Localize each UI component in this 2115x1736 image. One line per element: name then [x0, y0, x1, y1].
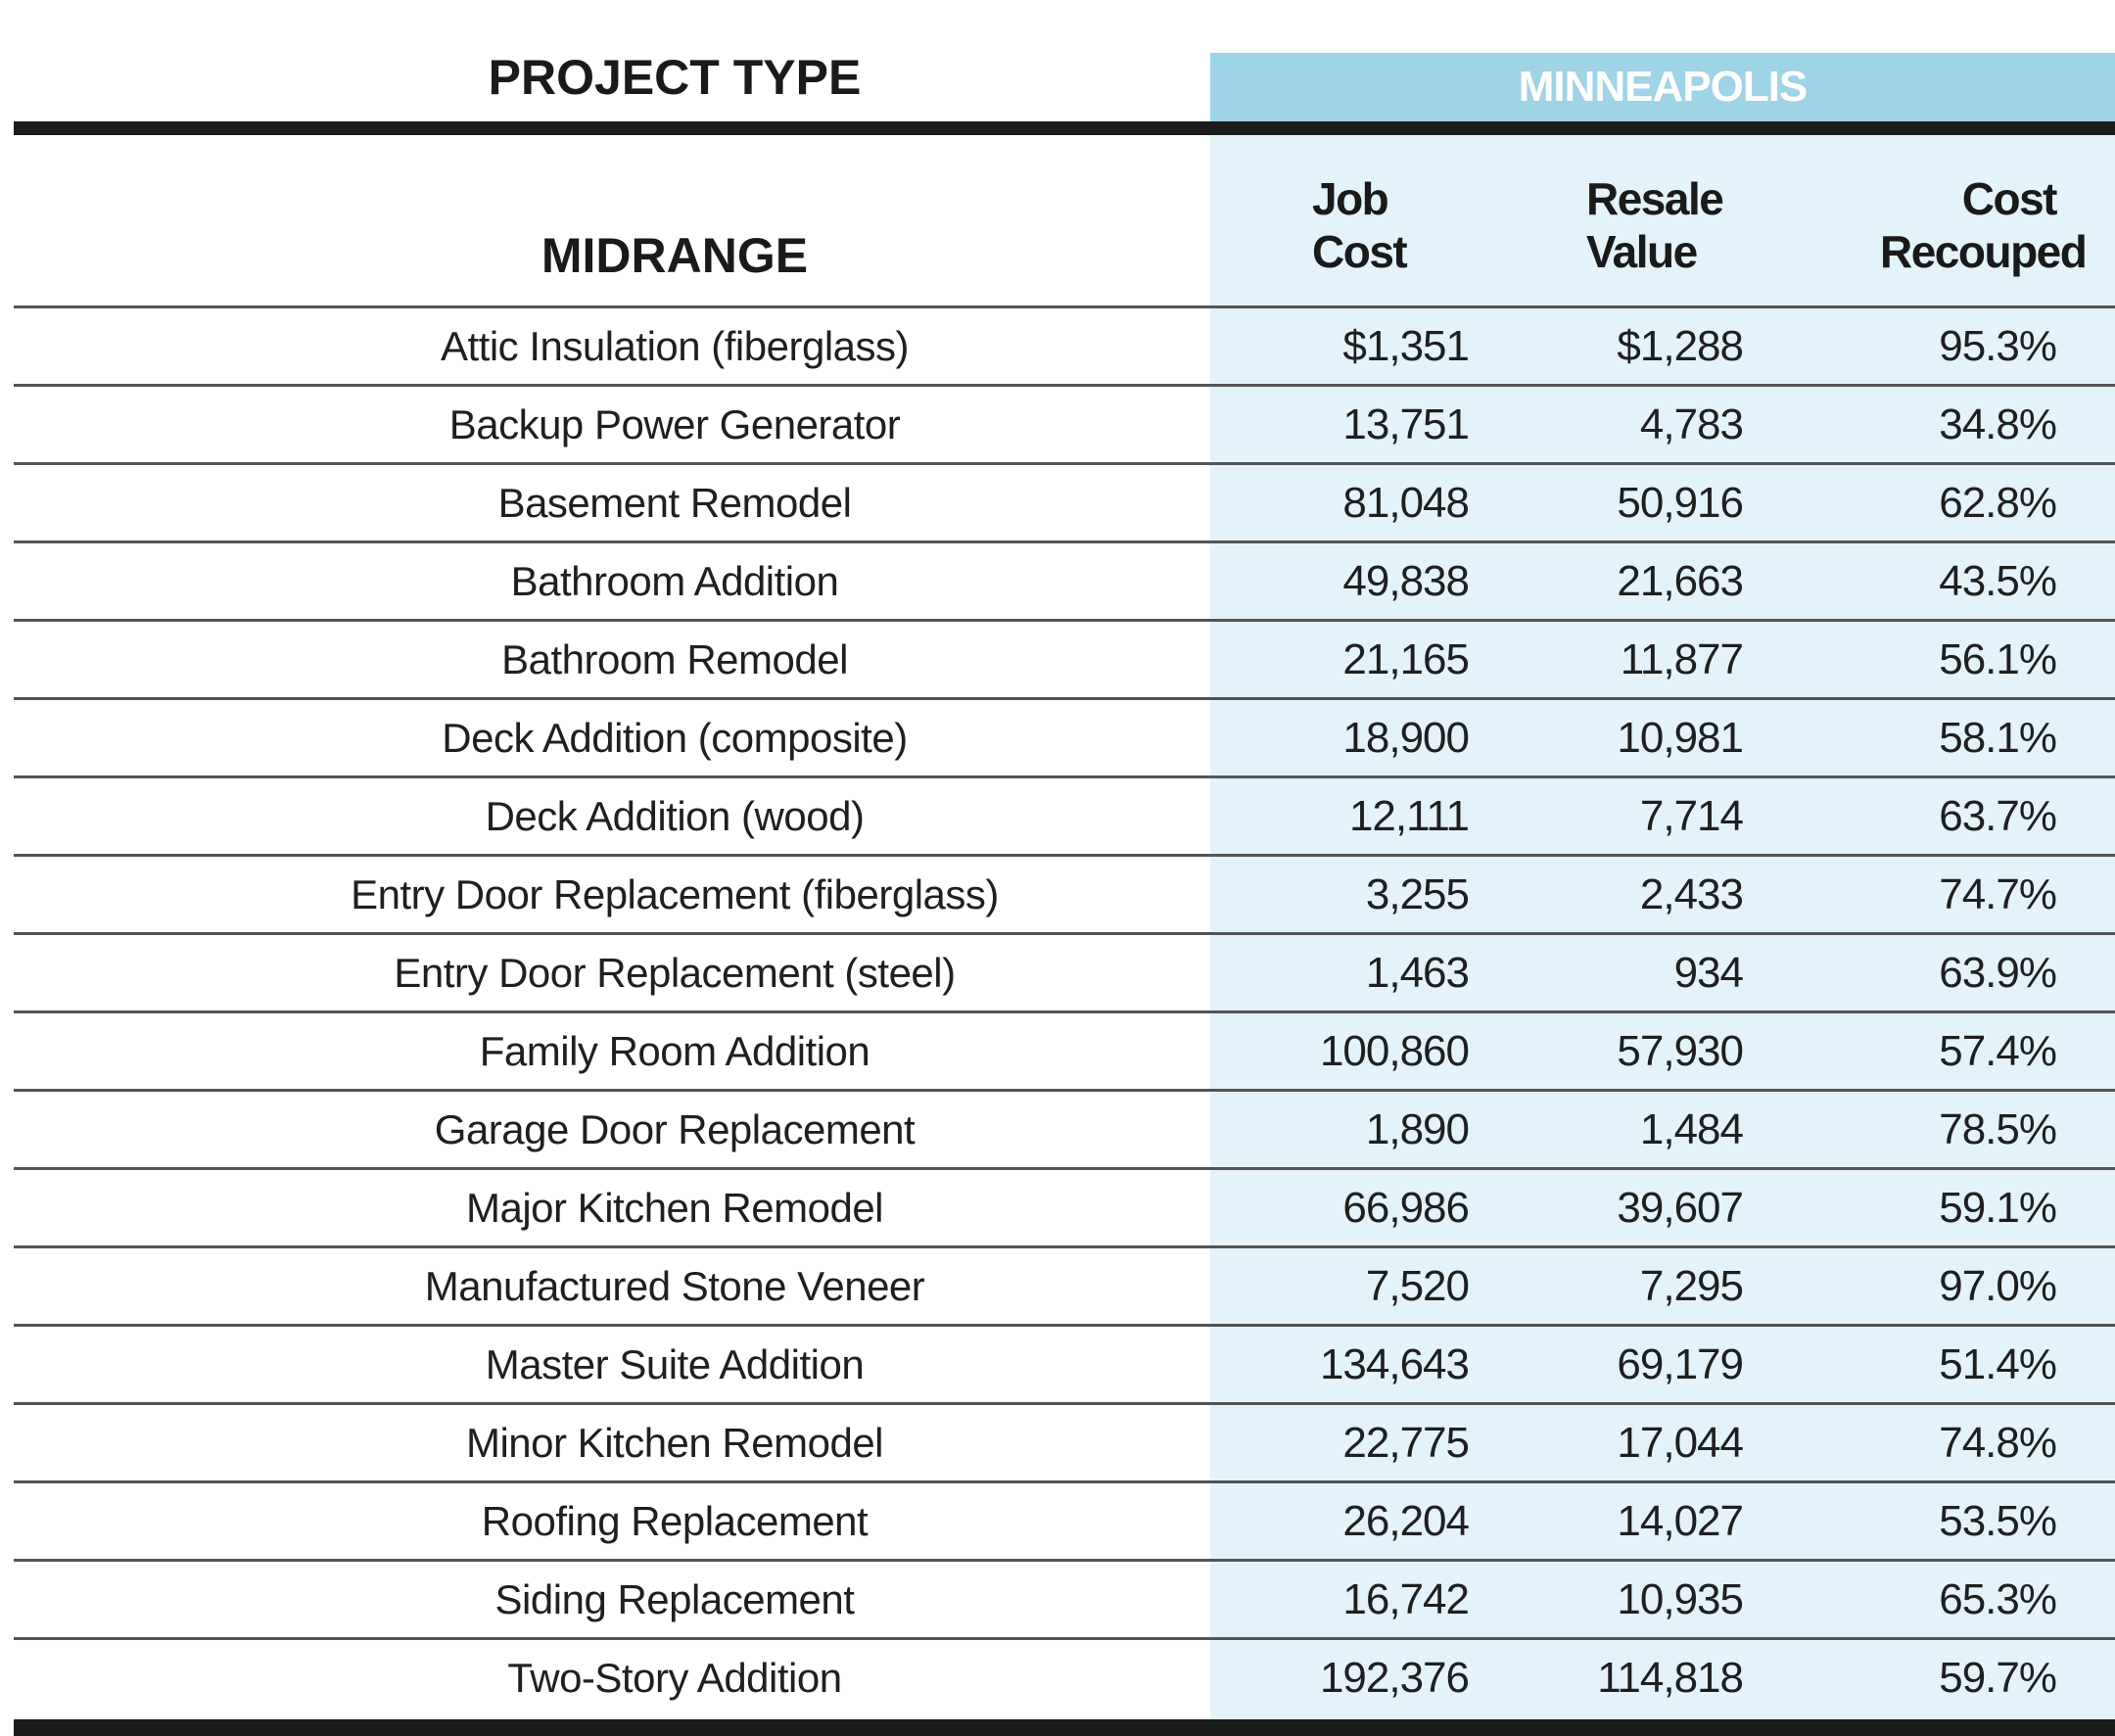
category-label: MIDRANGE — [540, 228, 809, 283]
job-cost-cell: 3,255 — [1365, 870, 1469, 918]
job-cost-cell: 26,204 — [1342, 1497, 1469, 1545]
resale-value-cell: 14,027 — [1617, 1497, 1743, 1545]
resale-value-cell: 2,433 — [1639, 870, 1743, 918]
cost-recouped-cell: 74.7% — [1939, 870, 2056, 918]
cost-recouped-cell: 78.5% — [1939, 1105, 2056, 1153]
cost-recouped-cell: 43.5% — [1939, 557, 2056, 605]
column-header-job-cost — [1312, 172, 1406, 278]
project-name: Bathroom Addition — [510, 558, 839, 604]
city-header-band — [1210, 53, 2115, 121]
project-name: Deck Addition (composite) — [442, 715, 908, 761]
resale-value-cell: 1,484 — [1639, 1105, 1743, 1153]
table-row — [14, 1637, 2115, 1715]
project-name: Garage Door Replacement — [434, 1106, 916, 1152]
project-name: Deck Addition (wood) — [485, 793, 865, 839]
project-type-header — [14, 49, 1336, 106]
project-name: Siding Replacement — [494, 1576, 855, 1622]
resale-value-cell: 114,818 — [1597, 1654, 1743, 1702]
resale-value-cell: 10,935 — [1617, 1575, 1743, 1623]
cost-recouped-cell: 58.1% — [1939, 714, 2056, 762]
project-name: Roofing Replacement — [481, 1498, 869, 1544]
resale-value-cell: 7,714 — [1639, 792, 1743, 840]
column-header-resale-value — [1586, 172, 1722, 278]
resale-value-cell: 57,930 — [1617, 1027, 1743, 1075]
column-header-line: Cost — [1961, 173, 2056, 224]
table-row — [14, 1245, 2115, 1324]
project-type-label: PROJECT TYPE — [488, 50, 862, 105]
table-bottom-rule — [14, 1719, 2115, 1736]
resale-value-cell: 7,295 — [1639, 1262, 1743, 1310]
cost-recouped-cell: 51.4% — [1939, 1340, 2056, 1388]
header-divider — [14, 121, 2115, 135]
cost-recouped-cell: 65.3% — [1939, 1575, 2056, 1623]
project-name: Family Room Addition — [479, 1028, 870, 1074]
table-row — [14, 305, 2115, 384]
project-name: Minor Kitchen Remodel — [465, 1420, 884, 1466]
table-row — [14, 854, 2115, 932]
column-header-line: Value — [1586, 226, 1697, 277]
table-row — [14, 1010, 2115, 1089]
job-cost-cell: 7,520 — [1365, 1262, 1469, 1310]
table-row — [14, 1167, 2115, 1245]
resale-value-cell: $1,288 — [1617, 322, 1743, 370]
resale-value-cell: 69,179 — [1617, 1340, 1743, 1388]
cost-recouped-cell: 34.8% — [1939, 400, 2056, 448]
table-row — [14, 1559, 2115, 1637]
job-cost-cell: 134,643 — [1319, 1340, 1469, 1388]
resale-value-cell: 50,916 — [1617, 479, 1743, 527]
project-name: Attic Insulation (fiberglass) — [440, 323, 910, 369]
job-cost-cell: 1,890 — [1365, 1105, 1469, 1153]
cost-recouped-cell: 62.8% — [1939, 479, 2056, 527]
table-row — [14, 1324, 2115, 1402]
project-name: Backup Power Generator — [448, 401, 901, 447]
job-cost-cell: 22,775 — [1342, 1419, 1469, 1467]
job-cost-cell: 16,742 — [1342, 1575, 1469, 1623]
cost-recouped-cell: 95.3% — [1939, 322, 2056, 370]
project-name: Bathroom Remodel — [501, 636, 848, 682]
resale-value-cell: 10,981 — [1617, 714, 1743, 762]
city-name: MINNEAPOLIS — [1518, 63, 1808, 111]
table-row — [14, 384, 2115, 462]
resale-value-cell: 17,044 — [1617, 1419, 1743, 1467]
column-header-cost-recouped — [1880, 172, 2087, 278]
column-header-line: Job — [1312, 173, 1388, 224]
cost-recouped-cell: 63.7% — [1939, 792, 2056, 840]
cost-recouped-cell: 63.9% — [1939, 949, 2056, 997]
job-cost-cell: 18,900 — [1342, 714, 1469, 762]
table-row — [14, 619, 2115, 697]
project-name: Manufactured Stone Veneer — [424, 1263, 925, 1309]
column-header-line: Cost — [1312, 226, 1407, 277]
job-cost-cell: $1,351 — [1342, 322, 1469, 370]
table-row — [14, 540, 2115, 619]
project-name: Major Kitchen Remodel — [465, 1185, 884, 1231]
cost-recouped-cell: 74.8% — [1939, 1419, 2056, 1467]
project-name: Master Suite Addition — [485, 1341, 865, 1387]
table-row — [14, 697, 2115, 775]
project-name: Entry Door Replacement (fiberglass) — [351, 871, 999, 917]
table-row — [14, 932, 2115, 1010]
resale-value-cell: 4,783 — [1639, 400, 1743, 448]
cost-recouped-cell: 57.4% — [1939, 1027, 2056, 1075]
job-cost-cell: 13,751 — [1342, 400, 1469, 448]
resale-value-cell: 21,663 — [1617, 557, 1743, 605]
resale-value-cell: 11,877 — [1620, 635, 1743, 683]
job-cost-cell: 49,838 — [1342, 557, 1469, 605]
job-cost-cell: 100,860 — [1319, 1027, 1469, 1075]
cost-recouped-cell: 59.7% — [1939, 1654, 2056, 1702]
cost-recouped-cell: 53.5% — [1939, 1497, 2056, 1545]
cost-recouped-cell: 59.1% — [1939, 1184, 2056, 1232]
project-name: Basement Remodel — [497, 480, 852, 526]
resale-value-cell: 934 — [1673, 949, 1743, 997]
table-row — [14, 462, 2115, 540]
job-cost-cell: 12,111 — [1348, 792, 1469, 840]
table-row — [14, 775, 2115, 854]
job-cost-cell: 66,986 — [1342, 1184, 1469, 1232]
project-name: Two-Story Addition — [507, 1655, 842, 1701]
cost-recouped-cell: 56.1% — [1939, 635, 2056, 683]
job-cost-cell: 1,463 — [1365, 949, 1469, 997]
resale-value-cell: 39,607 — [1617, 1184, 1743, 1232]
job-cost-cell: 21,165 — [1342, 635, 1469, 683]
table-row — [14, 1089, 2115, 1167]
column-header-line: Resale — [1586, 173, 1723, 224]
cost-recouped-cell: 97.0% — [1939, 1262, 2056, 1310]
table-row — [14, 1402, 2115, 1480]
table-row — [14, 1480, 2115, 1559]
job-cost-cell: 81,048 — [1342, 479, 1469, 527]
column-header-line: Recouped — [1880, 226, 2087, 277]
project-name: Entry Door Replacement (steel) — [394, 950, 956, 996]
job-cost-cell: 192,376 — [1319, 1654, 1469, 1702]
